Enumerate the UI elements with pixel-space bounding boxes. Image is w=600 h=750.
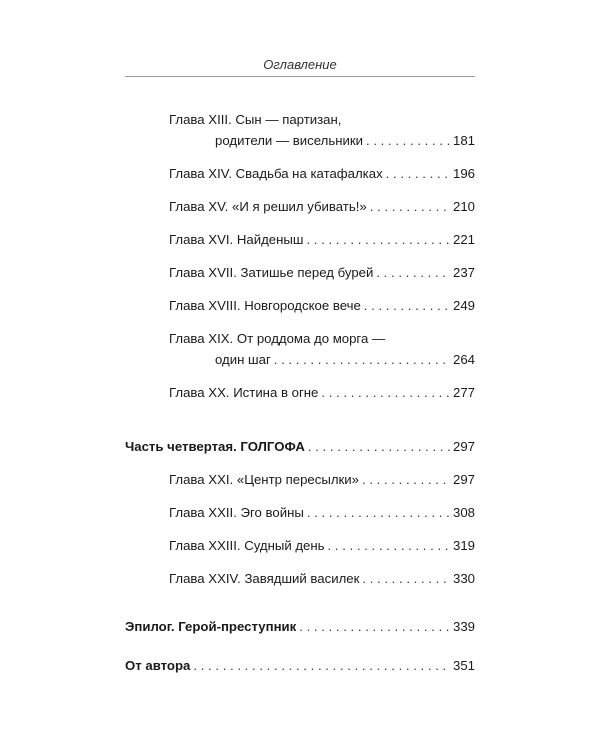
toc-entry-title: Глава XVIII. Новгородское вече (169, 298, 361, 313)
toc-page-number: 221 (452, 232, 475, 247)
toc-entry-title-continued: родители — висельники (215, 133, 364, 148)
toc-entry-chapter-17 (125, 262, 475, 283)
dot-leader (362, 469, 450, 490)
toc-entry-chapter-15 (125, 196, 475, 217)
running-head: Оглавление (263, 57, 337, 72)
toc-entry-title: Глава XIX. От роддома до морга — (169, 331, 386, 346)
toc-page-number: 308 (452, 505, 475, 520)
dot-leader (386, 163, 450, 184)
toc-page-number: 181 (452, 133, 475, 148)
dot-leader (321, 382, 450, 403)
toc-page-number: 330 (452, 571, 475, 586)
toc-entry-title: Глава XXII. Эго войны (169, 505, 304, 520)
toc-entry-chapter-21 (125, 469, 475, 490)
toc-entry-epilogue (125, 616, 475, 637)
toc-entry-chapter-22 (125, 502, 475, 523)
toc-page-number: 249 (452, 298, 475, 313)
toc-entry-title: Глава XXI. «Центр пересылки» (169, 472, 359, 487)
dot-leader (307, 502, 450, 523)
table-of-contents (125, 100, 475, 676)
toc-entry-chapter-18 (125, 295, 475, 316)
toc-entry-chapter-24 (125, 568, 475, 589)
toc-entry-chapter-16 (125, 229, 475, 250)
toc-entry-title: Глава XVII. Затишье перед бурей (169, 265, 374, 280)
toc-page-number: 210 (452, 199, 475, 214)
toc-entry-title: Часть четвертая. ГОЛГОФА (125, 439, 305, 454)
dot-leader (376, 262, 450, 283)
toc-entry-chapter-13 (125, 109, 475, 151)
header-rule (125, 76, 475, 77)
toc-entry-from-author (125, 655, 475, 676)
toc-entry-title: Глава XVI. Найденыш (169, 232, 304, 247)
toc-entry-title: Глава XIV. Свадьба на катафалках (169, 166, 383, 181)
toc-entry-title-continued: один шаг (215, 352, 271, 367)
toc-entry-chapter-20 (125, 382, 475, 403)
dot-leader (328, 535, 450, 556)
dot-leader (370, 196, 450, 217)
toc-page-number: 319 (452, 538, 475, 553)
dot-leader (193, 655, 450, 676)
dot-leader (364, 295, 450, 316)
dot-leader (366, 130, 450, 151)
toc-entry-part-4 (125, 436, 475, 457)
toc-entry-title: Глава XXIV. Завядший василек (169, 571, 360, 586)
toc-entry-title: Глава XX. Истина в огне (169, 385, 319, 400)
dot-leader (306, 229, 450, 250)
toc-page-number: 297 (452, 472, 475, 487)
toc-entry-chapter-19 (125, 328, 475, 370)
toc-page-number: 351 (452, 658, 475, 673)
toc-page-number: 196 (452, 166, 475, 181)
dot-leader (274, 349, 450, 370)
toc-entry-title: Эпилог. Герой-преступник (125, 619, 297, 634)
toc-page-number: 297 (452, 439, 475, 454)
toc-page-number: 339 (452, 619, 475, 634)
dot-leader (362, 568, 450, 589)
toc-entry-title: Глава XV. «И я решил убивать!» (169, 199, 367, 214)
toc-page-number: 237 (452, 265, 475, 280)
toc-entry-title: От автора (125, 658, 191, 673)
toc-page-number: 264 (452, 352, 475, 367)
toc-entry-chapter-14 (125, 163, 475, 184)
toc-page-number: 277 (452, 385, 475, 400)
toc-entry-title: Глава XIII. Сын — партизан, (169, 112, 342, 127)
dot-leader (308, 436, 450, 457)
dot-leader (299, 616, 450, 637)
toc-entry-chapter-23 (125, 535, 475, 556)
toc-entry-title: Глава XXIII. Судный день (169, 538, 325, 553)
